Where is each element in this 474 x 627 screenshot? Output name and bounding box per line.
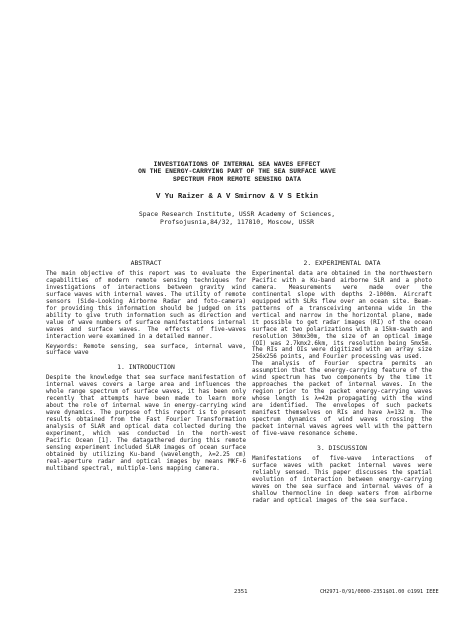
affiliation-line-1: Space Research Institute, USSR Academy of Sciences, [138, 210, 336, 218]
affiliation [100, 211, 374, 226]
affiliation-line-2: Profsojusnia,84/32, 117810, Moscow, USSR [160, 217, 314, 226]
paper-title [60, 161, 414, 183]
right-column [252, 259, 432, 505]
title-line-3: SPECTRUM FROM REMOTE SENSING DATA [173, 175, 301, 183]
abstract-heading: ABSTRACT [130, 259, 162, 267]
page-number: 2351 [234, 589, 248, 595]
title-line-1: INVESTIGATIONS OF INTERNAL SEA WAVES EFFECT [153, 161, 321, 168]
introduction-heading: 1. INTRODUCTION [117, 363, 175, 372]
keywords: Keywords: Remote sensing, sea surface, internal wave, surface wave [46, 343, 246, 357]
discussion-heading: 3. DISCUSSION [316, 443, 368, 452]
introduction-text: Despite the knowledge that sea surface manifestation of internal waves covers a large area and influences the whole range spectrum of surface waves, it has been only recently that attempts have been made to learn more about the role of internal wave in energy-carrying wind wave dynamics. The purpose of this report is to present results obtained from the Fast Fourier Transformation analysis of SLAR and optical data collected during the experiment, which was conducted in the north-west Pacific Ocean [1]. The datagathered during this remote sensing experiment included SLAR images of ocean surface obtained by utilizing Ku-band (wavelength, λ=2.25 cm) real-aperture radar and optical images by means MKF-6 multiband spectral, multiple-lens mapping camera. [46, 375, 246, 472]
authors: V Yu Raizer & A V Smirnov & V S Etkin [155, 193, 319, 201]
discussion-text: Manifestations of five-wave interactions of surface waves with packet internal waves were reliably sensed. This paper discusses the spatial evolution of interaction between energy-carrying waves on the sea surface and internal waves of a shallow thermocline in deep waters from airborne radar and optical images of the sea surface. [252, 455, 432, 504]
footer-code: CH2971-0/91/0000-2351$01.00 ©1991 IEEE [320, 589, 439, 595]
left-column [46, 259, 246, 473]
abstract-text: The main objective of this report was to evaluate the capabilities of modern remote sensing techniques for investigations of interactions between gravity wind surface waves with internal waves. The utility of remote sensors (Side-Looking Airborne Radar and foto-camera) for providing this information should be judged on its ability to give truth information such as direction and value of wave numbers of surface manifestations internal waves and surface waves. The effects of five-waves interaction were examined in a detailed manner. [46, 271, 246, 340]
experimental-text-1: Experimental data are obtained in the northwestern Pacific with a Ku-band airborne SLR and a photo camera. Measurements were made over the continental slope with depths 2-1000m. Aircraft equipped with SLRs flew over an ocean site. Beam-patterns of a transceiving antenna wide in the vertical and narrow in the horizontal plane, made it possible to get radar images (RI) of the ocean surface at two polarizations with a 15km-swath and resolution 30mx30m, the size of an optical image (OI) was 2.7kmx2.6km, its resolution being 5mx5m. The RIs and OIs were digitized with an array size 256x256 points, and Fourier processing was used. [252, 271, 432, 361]
experimental-heading: 2. EXPERIMENTAL DATA [303, 259, 381, 267]
experimental-text-2: The analysis of Fourier spectra permits an assumption that the energy-carrying feature of the wind spectrum has two components by the time it approaches the packet of internal waves. In the region prior to the packet energy-carrying waves whose length is λ=42m propagating with the wind are identified. The envelopes of such packets manifest themselves on RIs and have λ=132 m. The spectrum dynamics of wind waves crossing the packet internal waves agrees well with the pattern of five-wave resonance scheme. [252, 361, 432, 437]
title-line-2: ON THE ENERGY-CARRYING PART OF THE SEA SURFACE WAVE [138, 168, 336, 176]
